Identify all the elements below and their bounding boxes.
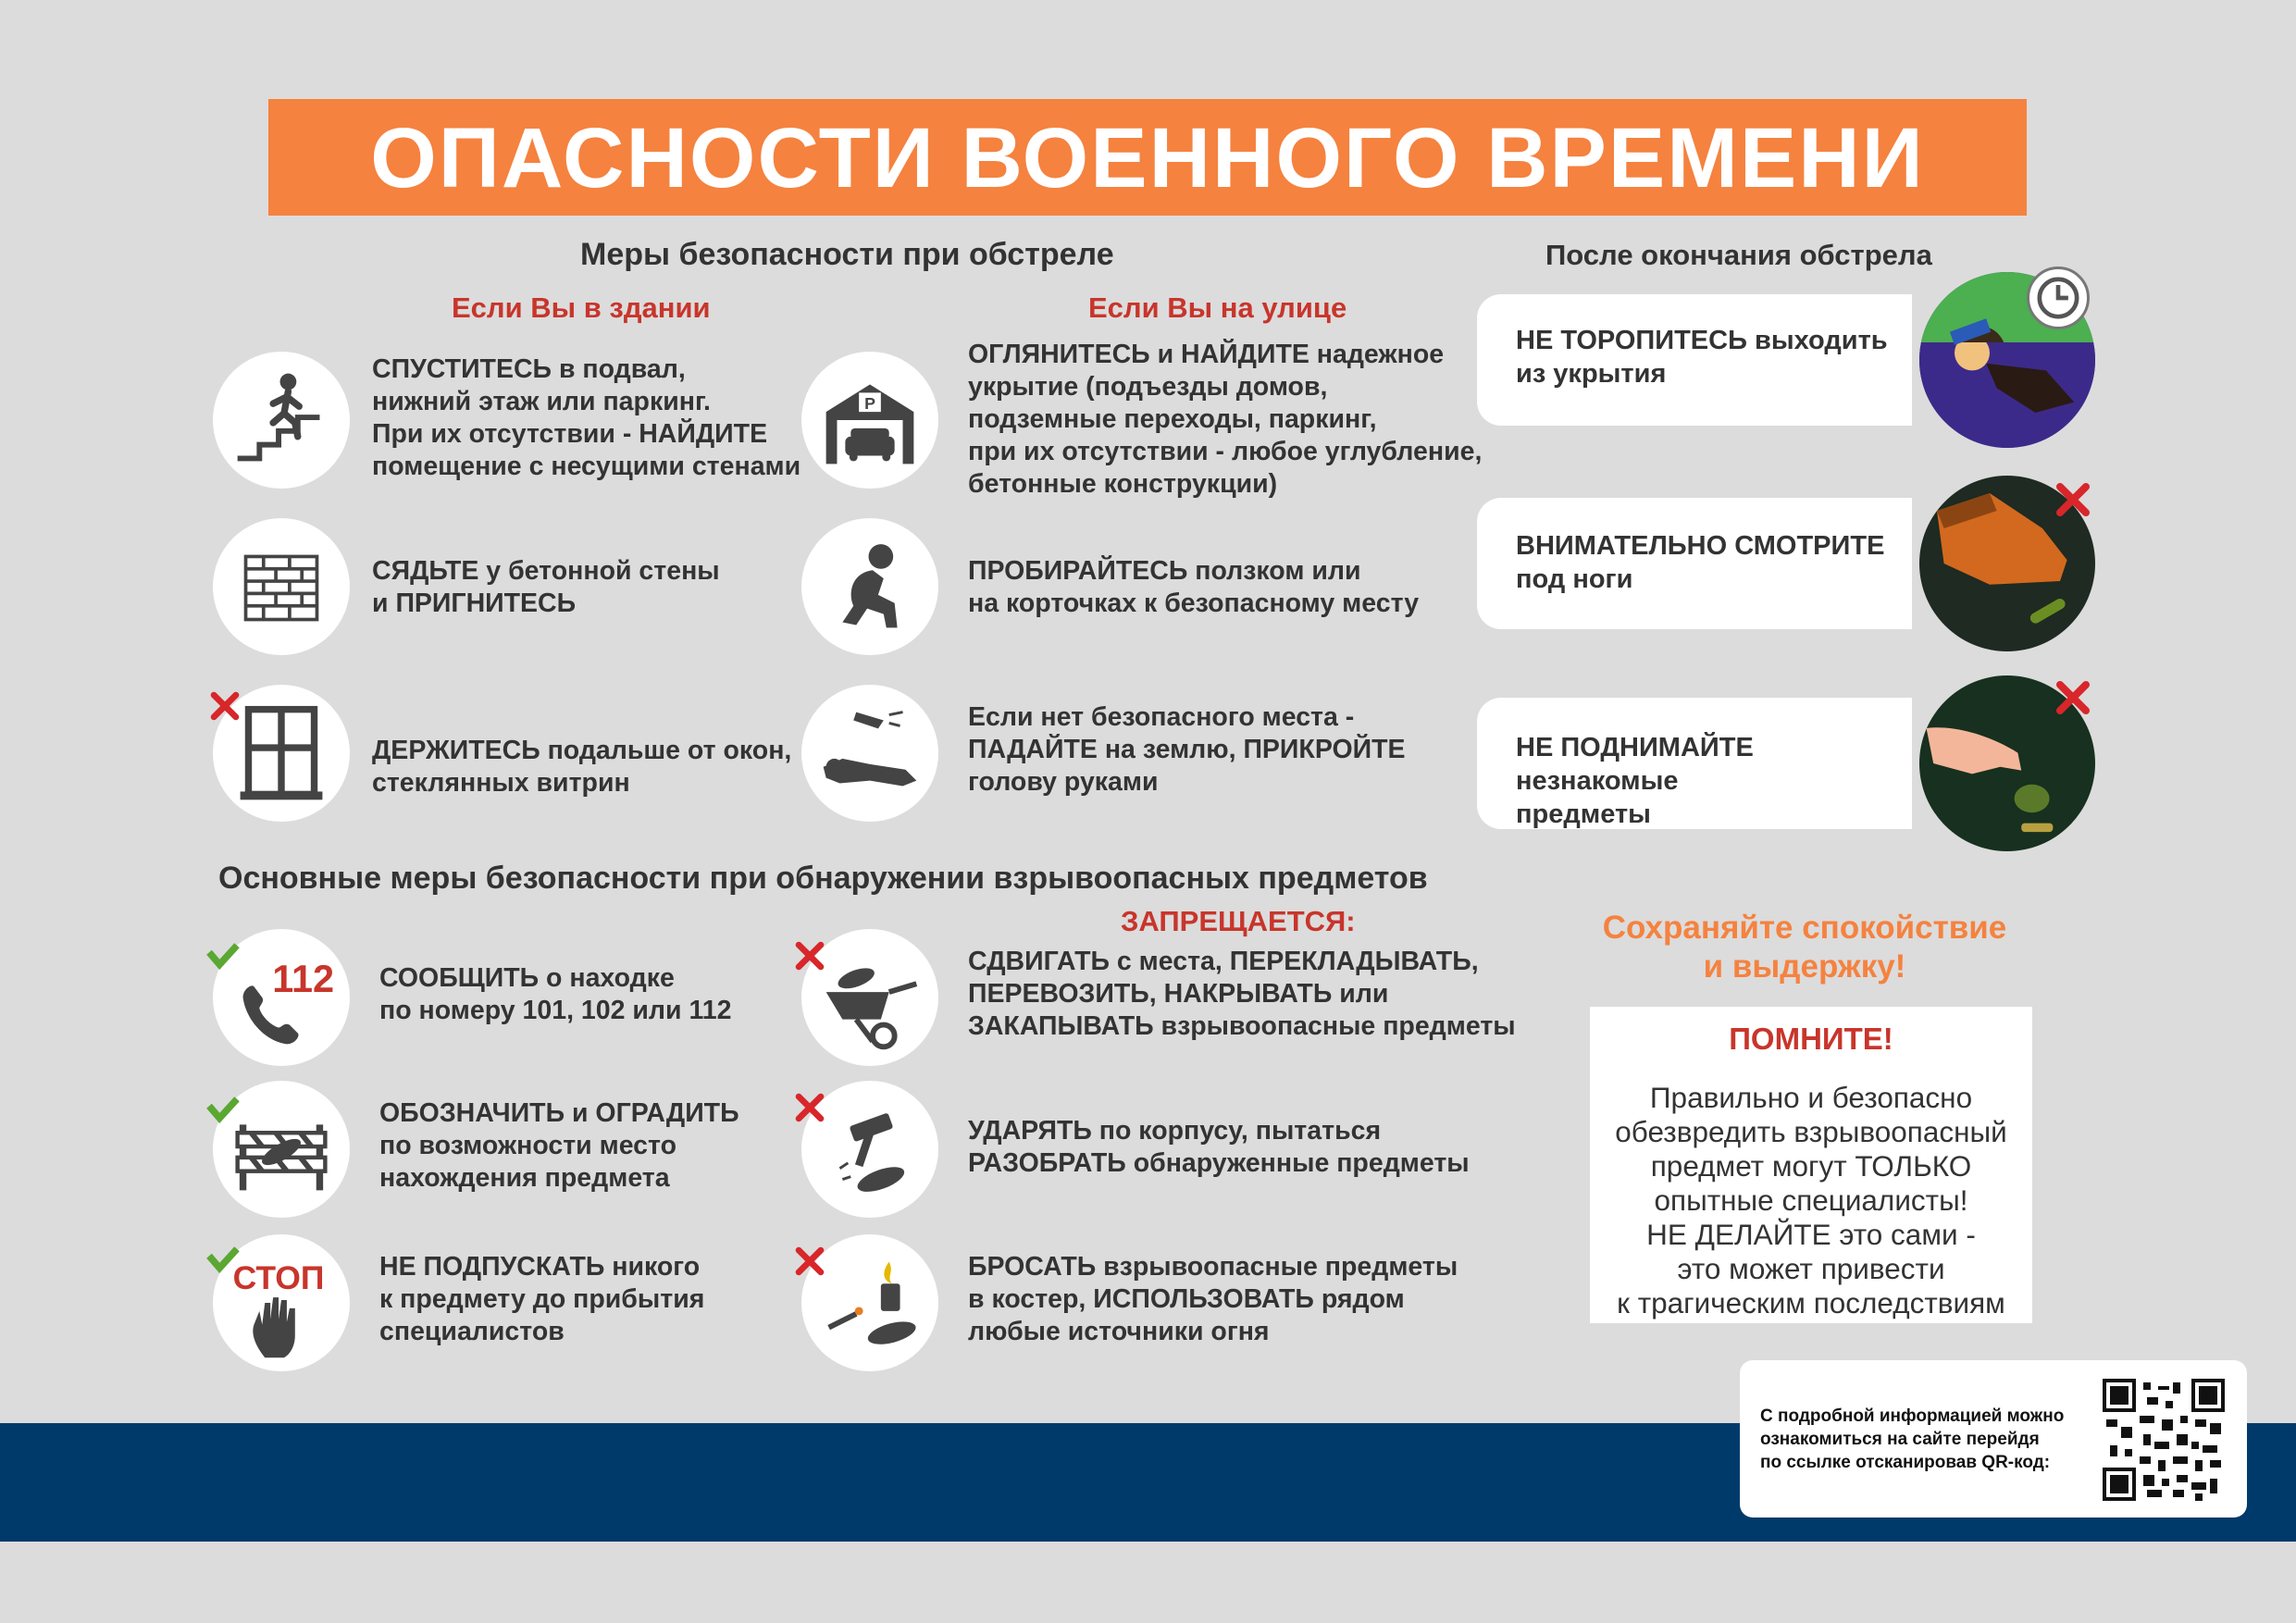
remember-title: ПОМНИТЕ! xyxy=(1729,1022,1893,1056)
shelling-title: Меры безопасности при обстреле xyxy=(580,237,1114,272)
allowed-text-3: НЕ ПОДПУСКАТЬ никого к предмету до прибытия специалистов xyxy=(379,1252,705,1346)
forbidden-mark-icon xyxy=(794,1245,825,1277)
forbidden-mark-icon xyxy=(794,940,825,972)
after-card-1: НЕ ТОРОПИТЕСЬ выходить из укрытия xyxy=(1477,294,1912,426)
qr-code-icon[interactable] xyxy=(2103,1379,2225,1501)
page-title: ОПАСНОСТИ ВОЕННОГО ВРЕМЕНИ xyxy=(268,99,2027,216)
building-text-1: СПУСТИТЕСЬ в подвал, нижний этаж или паркинг. При их отсутствии - НАЙДИТЕ помещение с несущими стенами xyxy=(372,354,801,481)
building-text-2: СЯДЬТЕ у бетонной стены и ПРИГНИТЕСЬ xyxy=(372,556,720,618)
forbidden-mark-icon xyxy=(209,690,241,722)
forbidden-text-2: УДАРЯТЬ по корпусу, пытаться РАЗОБРАТЬ обнаруженные предметы xyxy=(968,1116,1470,1178)
calm-message: Сохраняйте спокойствие и выдержку! xyxy=(1602,910,2007,985)
brick-wall-icon xyxy=(213,518,350,655)
street-text-1: ОГЛЯНИТЕСЬ и НАЙДИТЕ надежное укрытие (подъезды домов, подземные переходы, паркинг, при их отсутствии - любое углубление, бетонные конструкции) xyxy=(968,340,1483,499)
qr-info-box xyxy=(1740,1360,2247,1518)
garage-sign: P xyxy=(864,394,875,414)
check-icon xyxy=(205,1096,241,1123)
stop-label: СТОП xyxy=(232,1259,325,1297)
allowed-text-1: СООБЩИТЬ о находке по номеру 101, 102 или 112 xyxy=(379,963,732,1025)
forbidden-mark-icon xyxy=(2054,679,2091,716)
after-card-3: НЕ ПОДНИМАЙТЕ незнакомые предметы xyxy=(1477,698,1912,829)
forbidden-text-3: БРОСАТЬ взрывоопасные предметы в костер, ИСПОЛЬЗОВАТЬ рядом любые источники огня xyxy=(968,1252,1458,1346)
building-heading: Если Вы в здании xyxy=(452,291,711,324)
forbidden-mark-icon xyxy=(2054,481,2091,518)
street-heading: Если Вы на улице xyxy=(1088,291,1347,324)
lying-person-icon xyxy=(801,685,938,822)
building-text-3: ДЕРЖИТЕСЬ подальше от окон, стеклянных витрин xyxy=(372,736,792,798)
forbidden-heading: ЗАПРЕЩАЕТСЯ: xyxy=(1121,905,1356,937)
after-title: После окончания обстрела xyxy=(1545,239,1932,271)
allowed-text-2: ОБОЗНАЧИТЬ и ОГРАДИТЬ по возможности место нахождения предмета xyxy=(379,1098,739,1193)
street-text-3: Если нет безопасного места - ПАДАЙТЕ на землю, ПРИКРОЙТЕ голову руками xyxy=(968,702,1406,797)
parking-garage-icon xyxy=(801,352,938,489)
clock-icon xyxy=(2027,266,2090,329)
check-icon xyxy=(205,1245,241,1273)
qr-text: С подробной информацией можно ознакомиться на сайте перейдя по ссылке отсканировав QR-код: xyxy=(1760,1406,2065,1472)
crouching-person-icon xyxy=(801,518,938,655)
after-card-2: ВНИМАТЕЛЬНО СМОТРИТЕ под ноги xyxy=(1477,498,1912,629)
remember-text: Правильно и безопасно обезвредить взрывоопасный предмет могут ТОЛЬКО опытные специалисты! НЕ ДЕЛАЙТЕ это сами - это может привести к трагическим последствиям xyxy=(1615,1081,2007,1319)
stairs-icon xyxy=(213,352,350,489)
explosives-title: Основные меры безопасности при обнаружении взрывоопасных предметов xyxy=(218,861,1428,896)
remember-box xyxy=(1590,1007,2032,1323)
phone-112-label: 112 xyxy=(272,957,335,1001)
forbidden-mark-icon xyxy=(794,1092,825,1123)
check-icon xyxy=(205,942,241,970)
forbidden-text-1: СДВИГАТЬ с места, ПЕРЕКЛАДЫВАТЬ, ПЕРЕВОЗИТЬ, НАКРЫВАТЬ или ЗАКАПЫВАТЬ взрывоопасные предметы xyxy=(968,947,1516,1041)
street-text-2: ПРОБИРАЙТЕСЬ ползком или на корточках к безопасному месту xyxy=(968,556,1420,618)
